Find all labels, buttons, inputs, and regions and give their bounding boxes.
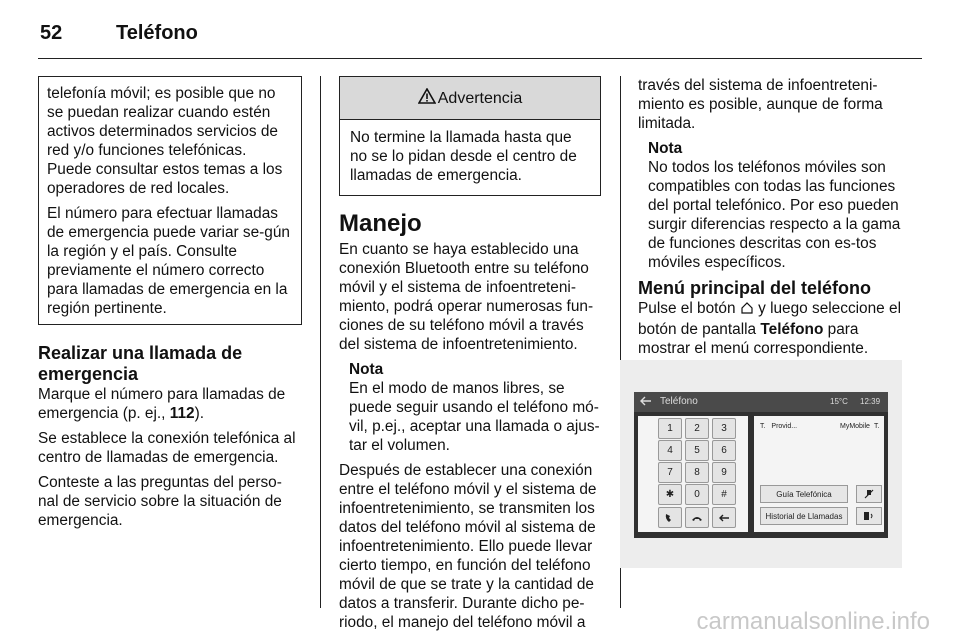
- warning-text: No termine la llamada hasta que no se lo pidan desde el centro de llamadas de emergencia.: [350, 129, 577, 184]
- keypad-key[interactable]: 4: [658, 440, 682, 461]
- handsfree-button[interactable]: [856, 507, 882, 525]
- signal-icon: T.: [760, 423, 766, 430]
- back-icon[interactable]: [640, 395, 652, 410]
- screen-title: Teléfono: [660, 396, 698, 407]
- keypad-key[interactable]: 1: [658, 418, 682, 439]
- backspace-button[interactable]: [712, 507, 736, 528]
- hangup-button[interactable]: [685, 507, 709, 528]
- watermark: carmanualsonline.info: [696, 608, 930, 635]
- display: [634, 392, 888, 538]
- column-2: [339, 76, 601, 638]
- call-button[interactable]: [658, 507, 682, 528]
- note-title: Nota: [349, 361, 384, 378]
- provider-row: [760, 423, 880, 430]
- emergency-paragraph-1: Marque el número para llamadas de emergencia (p. ej., 112).: [38, 386, 286, 422]
- keypad-key[interactable]: 3: [712, 418, 736, 439]
- mute-button[interactable]: [856, 485, 882, 503]
- keypad-key[interactable]: 6: [712, 440, 736, 461]
- info-box-text-2: El número para efectuar llamadas de emergencia puede variar se-gún la región y el país. Consulte previamente el número correcto para llamadas de emergencia en la región pertinente.: [47, 205, 290, 317]
- device-signal-icon: T.: [874, 423, 880, 430]
- note-text: No todos los teléfonos móviles son compatibles con todas las funciones del portal telefónico. Por eso pueden surgir diferencias respecto a la gama de funciones descritas con es-tos móviles específicos.: [648, 159, 901, 271]
- page-title: Teléfono: [116, 22, 198, 44]
- emergency-heading: Realizar una llamada de emergencia: [38, 343, 243, 384]
- warning-title: Advertencia: [437, 89, 523, 107]
- info-box-text-1: telefonía móvil; es posible que no se puedan realizar cuando estén activos determinados servicios de red y/o funciones telefónicas. Puede consultar estos temas a los operadores de red locales.: [47, 85, 283, 197]
- keypad-key[interactable]: 9: [712, 462, 736, 483]
- call-history-button[interactable]: Historial de Llamadas: [760, 507, 848, 525]
- clock: 12:39: [860, 397, 881, 406]
- note-text: En el modo de manos libres, se puede seguir usando el teléfono mó-vil, p.ej., aceptar una llamada o ajus-tar el volumen.: [349, 380, 600, 454]
- phone-menu-heading: Menú principal del teléfono: [638, 278, 872, 298]
- keypad-key[interactable]: ✱: [658, 484, 682, 505]
- keypad-key[interactable]: 7: [658, 462, 682, 483]
- info-box: [38, 76, 302, 325]
- keypad-key[interactable]: 2: [685, 418, 709, 439]
- manejo-heading: Manejo: [339, 210, 422, 237]
- provider-name: Provid...: [771, 423, 798, 430]
- column-1: [38, 76, 302, 536]
- warning-header: [340, 77, 600, 120]
- phone-screen-illustration: [620, 360, 902, 568]
- page-number: 52: [40, 22, 63, 44]
- keypad-key[interactable]: 8: [685, 462, 709, 483]
- column-divider-1: [320, 76, 321, 608]
- emergency-paragraph-2: Se establece la conexión telefónica al centro de llamadas de emergencia.: [38, 430, 296, 466]
- warning-triangle-icon: [418, 88, 436, 109]
- continued-paragraph: través del sistema de infoentreteni-miento es posible, aunque de forma limitada.: [638, 77, 883, 132]
- phone-menu-paragraph: Pulse el botón y luego seleccione el botón de pantalla Teléfono para mostrar el menú correspondiente.: [638, 300, 901, 357]
- note-title: Nota: [648, 140, 683, 157]
- manejo-paragraph-1: En cuanto se haya establecido una conexión Bluetooth entre su teléfono móvil y el sistema de infoentreteni-miento, podrá operar numerosas fun-ciones de su teléfono móvil a través del sistema de infoentretenimiento.: [339, 241, 594, 353]
- column-3: [638, 76, 904, 364]
- compat-note: [648, 139, 904, 272]
- warning-box: [339, 76, 601, 196]
- device-name: MyMobile: [840, 423, 870, 430]
- header-rule: [38, 58, 922, 59]
- keypad-key[interactable]: 5: [685, 440, 709, 461]
- phone-home-icon: [740, 301, 754, 320]
- manejo-paragraph-2: Después de establecer una conexión entre el teléfono móvil y el sistema de infoentretenimiento, se transmiten los datos del teléfono móvil al sistema de infoentretenimiento. Ello puede llevar cierto tiempo, en función del teléfono móvil de que se trate y la cantidad de datos a transferir. Durante dicho pe-riodo, el manejo del teléfono móvil a: [339, 462, 597, 631]
- manejo-note: [349, 360, 601, 455]
- keypad-key[interactable]: #: [712, 484, 736, 505]
- temperature: 15°C: [830, 397, 848, 406]
- keypad-key[interactable]: 0: [685, 484, 709, 505]
- phonebook-button[interactable]: Guía Telefónica: [760, 485, 848, 503]
- emergency-paragraph-3: Conteste a las preguntas del perso-nal de servicio sobre la situación de emergencia.: [38, 474, 282, 529]
- status-bar: [634, 392, 888, 412]
